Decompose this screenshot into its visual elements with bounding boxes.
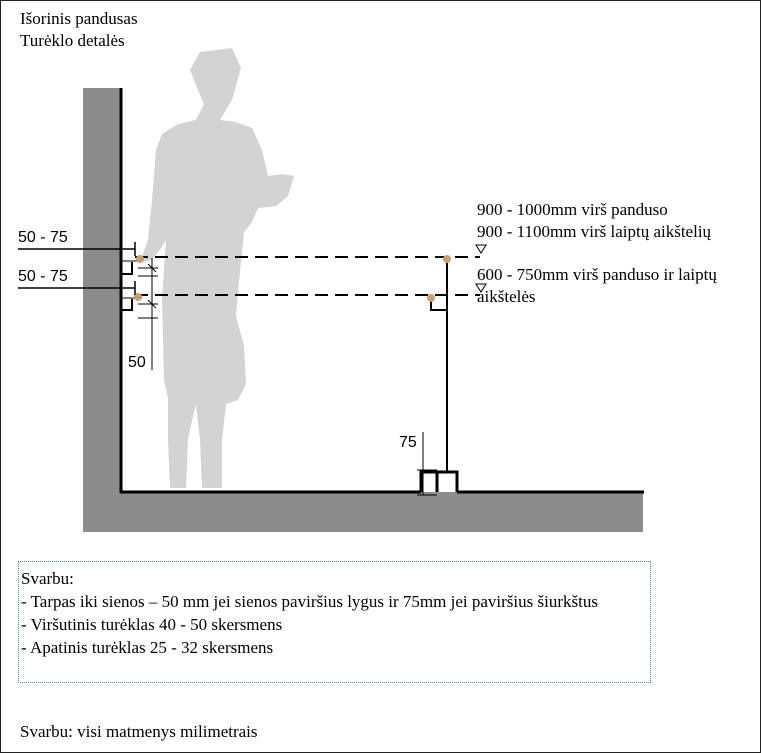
post-lower-bracket (431, 300, 447, 310)
upper-level-marker (476, 245, 486, 253)
human-figure (140, 48, 294, 488)
lower-height-label-1: 600 - 750mm virš panduso ir laiptų (477, 265, 717, 284)
note-item-3: - Apatinis turėklas 25 - 32 skersmens (21, 638, 274, 657)
post-upper-rail-dot (443, 255, 451, 263)
notes-heading: Svarbu: (21, 569, 74, 588)
gap-upper-label: 50 - 75 (18, 229, 68, 246)
upper-ramp-height-label: 900 - 1000mm virš panduso (477, 200, 668, 219)
rail-spacing-label: 50 (128, 354, 146, 371)
lower-height-label-2: aikštelės (477, 287, 536, 306)
wall-handrail-upper-dot (136, 255, 144, 263)
note-item-2: - Viršutinis turėklas 40 - 50 skersmens (21, 615, 283, 634)
title-line-2: Turėklo detalės (20, 31, 125, 50)
post-lower-rail-dot (427, 294, 435, 302)
title-line-1: Išorinis pandusas (20, 9, 138, 28)
notes-box (18, 561, 651, 683)
footer-note: Svarbu: visi matmenys milimetrais (20, 722, 258, 741)
kerb-height-label: 75 (399, 434, 417, 451)
kerb (421, 472, 457, 492)
gap-lower-label: 50 - 75 (18, 268, 68, 285)
upper-landing-height-label: 900 - 1100mm virš laiptų aikštelių (477, 222, 712, 241)
note-item-1: - Tarpas iki sienos – 50 mm jei sienos paviršius lygus ir 75mm jei paviršius šiurkštus (21, 592, 598, 611)
